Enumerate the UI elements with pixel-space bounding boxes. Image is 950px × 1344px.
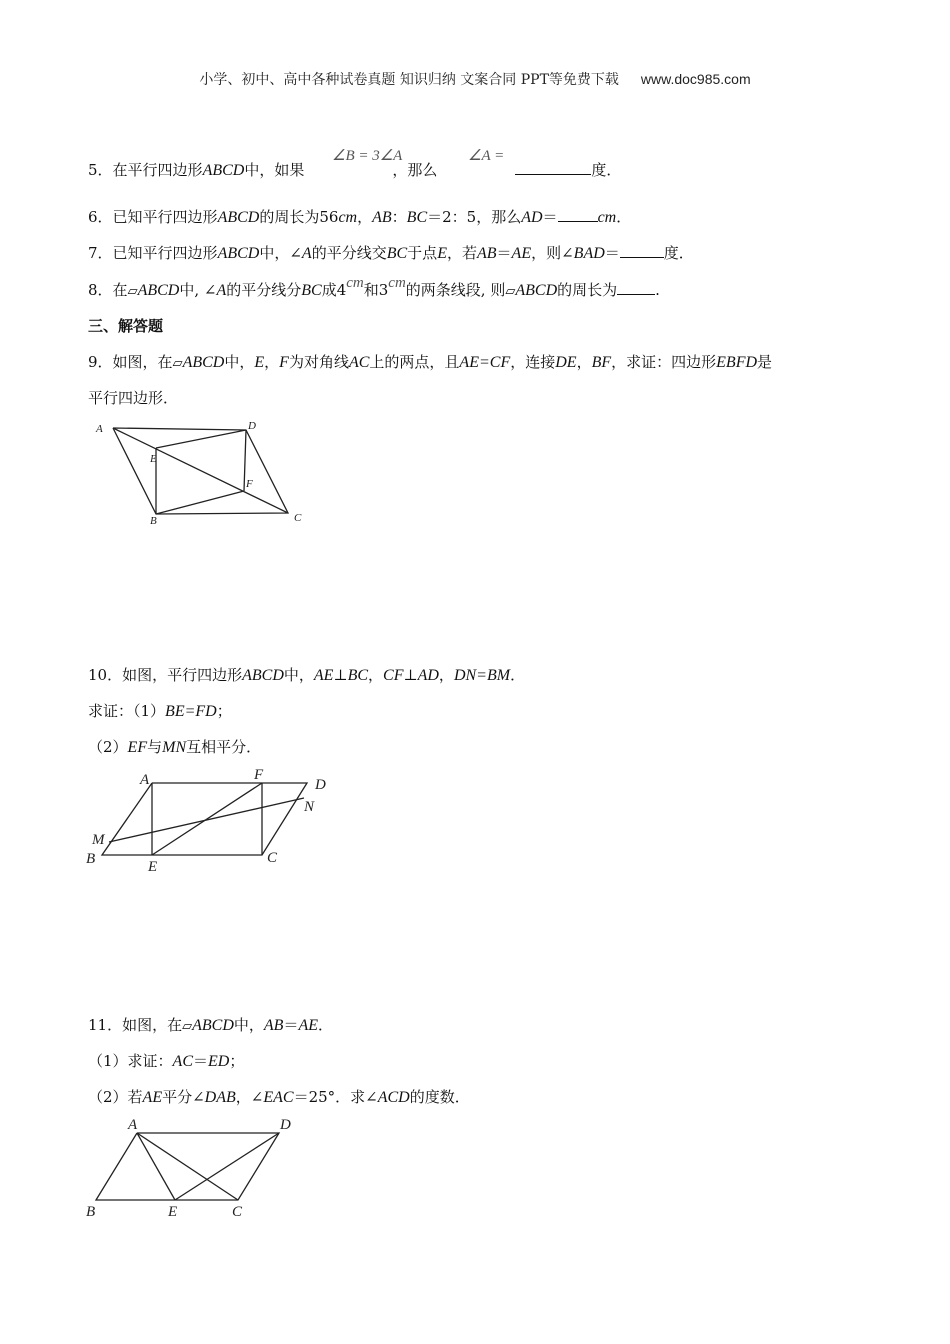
q9-segment-fb	[156, 491, 244, 514]
label-a: A	[96, 423, 103, 435]
label-n: N	[304, 799, 315, 815]
question-7: 7．已知平行四边形ABCD中，∠A的平分线交BC于点E，若AB＝AE，则∠BAD＝ 度．	[88, 244, 694, 262]
q9-segment-ed	[156, 430, 246, 448]
question-11-part-2: （2）若AE平分∠DAB，∠EAC＝25°．求∠ACD的度数．	[88, 1088, 470, 1106]
label-d: D	[248, 420, 256, 432]
label-e: E	[150, 453, 157, 465]
label-m: M	[92, 832, 105, 848]
label-e: E	[168, 1204, 178, 1220]
label-b: B	[150, 515, 157, 527]
answer-blank[interactable]	[558, 207, 598, 222]
label-d: D	[315, 777, 326, 793]
question-10: 10．如图，平行四边形ABCD中，AE⊥BC，CF⊥AD，DN=BM．	[88, 666, 526, 684]
question-10-part-2: （2）EF与MN互相平分．	[88, 738, 262, 756]
label-f: F	[246, 478, 253, 490]
q10-parallelogram	[102, 783, 307, 855]
question-10-part-1: 求证：（1）BE=FD；	[88, 702, 232, 720]
equation-a-eq: ∠A =	[468, 148, 505, 164]
parallelogram-symbol: ▱	[127, 284, 138, 299]
equation-b-eq-3a: ∠B = 3∠A	[332, 148, 403, 164]
question-6: 6．已知平行四边形ABCD的周长为56cm，AB：BC＝2：5，那么AD＝ cm．	[88, 208, 632, 226]
label-f: F	[254, 767, 264, 783]
answer-blank[interactable]	[515, 160, 591, 175]
label-e: E	[148, 859, 158, 875]
answer-blank[interactable]	[620, 243, 664, 258]
question-11-part-1: （1）求证：AC＝ED；	[88, 1052, 245, 1070]
parallelogram-symbol: ▱	[172, 356, 183, 371]
label-b: B	[86, 1204, 96, 1220]
page-header	[0, 69, 950, 89]
section-heading: 三、解答题	[88, 317, 164, 335]
q11-segment-ac	[137, 1133, 238, 1200]
parallelogram-symbol: ▱	[505, 284, 516, 299]
q9-parallelogram	[113, 428, 288, 514]
label-c: C	[267, 850, 278, 866]
parallelogram-symbol: ▱	[182, 1019, 193, 1034]
q11-parallelogram	[96, 1133, 279, 1200]
figure-q11	[82, 1112, 312, 1224]
q9-diagonal-ac	[113, 428, 288, 513]
question-5: 5．在平行四边形ABCD中，如果 ，那么 度．	[88, 161, 622, 179]
label-c: C	[294, 512, 302, 524]
question-11: 11．如图，在▱ABCD中，AB＝AE．	[88, 1016, 334, 1034]
question-8: 8．在▱ABCD中, ∠A的平分线分BC成4cm和3cm的两条线段, 则▱ABCD的周长为 .	[88, 275, 660, 299]
question-9-line-2: 平行四边形．	[88, 389, 179, 407]
label-a: A	[128, 1117, 138, 1133]
header-url[interactable]: www.doc985.com	[640, 71, 751, 87]
q10-outline	[102, 783, 307, 855]
label-a: A	[140, 772, 150, 788]
figure-q9	[88, 415, 318, 533]
q11-segment-ae	[137, 1133, 175, 1200]
question-9: 9．如图，在▱ABCD中，E，F为对角线AC上的两点，且AE=CF，连接DE，BF，求证：四边形EBFD是	[88, 353, 773, 371]
label-d: D	[280, 1117, 291, 1133]
label-b: B	[86, 851, 96, 867]
figure-q10	[82, 762, 342, 880]
answer-blank[interactable]	[617, 280, 655, 295]
q10-segment-ef	[152, 783, 262, 855]
q11-segment-ed	[175, 1133, 279, 1200]
label-c: C	[232, 1204, 243, 1220]
header-text: 小学、初中、高中各种试卷真题 知识归纳 文案合同 PPT等免费下载	[199, 72, 619, 88]
